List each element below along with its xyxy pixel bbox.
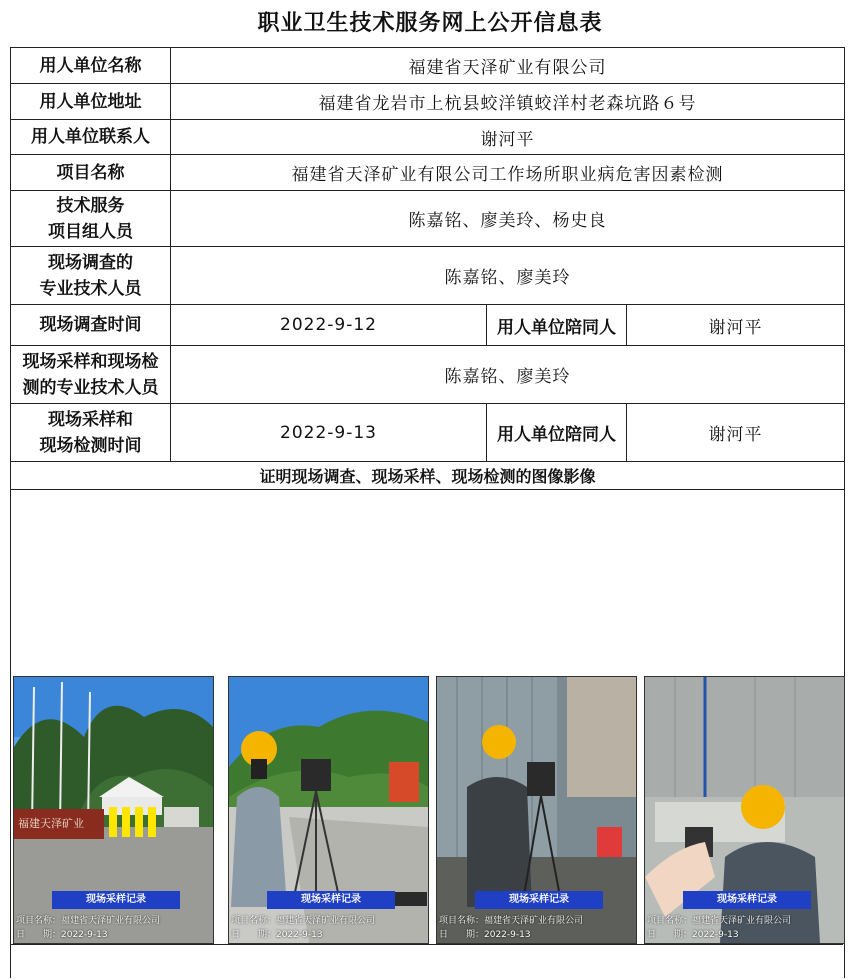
photo-shed-sampling: [436, 676, 637, 944]
survey-time-value: 2022-9-12: [171, 305, 487, 346]
photo-site-entrance: [13, 676, 214, 944]
survey-escort-value: 谢河平: [627, 305, 845, 346]
photo-caption: [645, 891, 844, 943]
unit-address-value: 福建省龙岩市上杭县蛟洋镇蛟洋村老森坑路６号: [171, 84, 845, 120]
row-unit-contact: [11, 120, 845, 155]
survey-staff-label: [11, 247, 171, 305]
row-unit-name: [11, 48, 845, 84]
photo-outdoor-sampling: [228, 676, 429, 944]
caption-project-line: 项目名称：福建省天泽矿业有限公司: [439, 916, 584, 926]
document-title: 职业卫生技术服务网上公开信息表: [257, 10, 603, 36]
row-sampling-time: [11, 404, 845, 462]
survey-escort-label: 用人单位陪同人: [487, 305, 627, 346]
survey-time-label: 现场调查时间: [11, 305, 171, 346]
row-unit-address: [11, 84, 845, 120]
row-sampling-staff: [11, 346, 845, 404]
images-header: 证明现场调查、现场采样、现场检测的图像影像: [11, 462, 845, 490]
sampling-staff-label-line1: 现场采样和现场检: [22, 351, 159, 372]
caption-title: 现场采样记录: [475, 891, 603, 909]
row-survey-staff: [11, 247, 845, 305]
info-table: [10, 47, 845, 490]
sampling-escort-value: 谢河平: [627, 404, 845, 462]
unit-name-label: 用人单位名称: [11, 48, 171, 84]
sampling-staff-value: 陈嘉铭、廖美玲: [171, 346, 845, 404]
survey-staff-label-line1: 现场调查的: [48, 252, 133, 273]
sampling-time-label-line1: 现场采样和: [48, 409, 133, 430]
unit-contact-label: 用人单位联系人: [11, 120, 171, 155]
sampling-staff-label: [11, 346, 171, 404]
team-label-line2: 项目组人员: [48, 221, 133, 242]
team-value: 陈嘉铭、廖美玲、杨史良: [171, 191, 845, 247]
caption-date-line: 日 期：2022-9-13: [16, 930, 108, 940]
caption-date-line: 日 期：2022-9-13: [231, 930, 323, 940]
project-name-label: 项目名称: [11, 155, 171, 191]
photo-caption: [14, 891, 213, 943]
survey-staff-value: 陈嘉铭、廖美玲: [171, 247, 845, 305]
sampling-escort-label: 用人单位陪同人: [487, 404, 627, 462]
caption-title: 现场采样记录: [683, 891, 811, 909]
caption-date-line: 日 期：2022-9-13: [647, 930, 739, 940]
sign-text: 福建天泽矿业: [18, 817, 84, 830]
row-survey-time: [11, 305, 845, 346]
row-team: [11, 191, 845, 247]
caption-project-line: 项目名称：福建省天泽矿业有限公司: [231, 916, 376, 926]
team-label: [11, 191, 171, 247]
sampling-time-label: [11, 404, 171, 462]
sampling-time-value: 2022-9-13: [171, 404, 487, 462]
project-name-value: 福建省天泽矿业有限公司工作场所职业病危害因素检测: [171, 155, 845, 191]
caption-date-line: 日 期：2022-9-13: [439, 930, 531, 940]
unit-contact-value: 谢河平: [171, 120, 845, 155]
caption-title: 现场采样记录: [267, 891, 395, 909]
image-area: [10, 490, 845, 978]
photo-handheld-meter: [644, 676, 845, 944]
caption-project-line: 项目名称：福建省天泽矿业有限公司: [647, 916, 792, 926]
sampling-time-label-line2: 现场检测时间: [39, 435, 142, 456]
survey-staff-label-line2: 专业技术人员: [39, 278, 142, 299]
row-images-header: [11, 462, 845, 490]
unit-name-value: 福建省天泽矿业有限公司: [171, 48, 845, 84]
sampling-staff-label-line2: 测的专业技术人员: [22, 377, 159, 398]
unit-address-label: 用人单位地址: [11, 84, 171, 120]
caption-title: 现场采样记录: [52, 891, 180, 909]
photo-caption: [437, 891, 636, 943]
caption-project-line: 项目名称：福建省天泽矿业有限公司: [16, 916, 161, 926]
image-area-divider: [10, 944, 843, 945]
team-label-line1: 技术服务: [56, 195, 125, 216]
row-project-name: [11, 155, 845, 191]
photo-caption: [229, 891, 428, 943]
